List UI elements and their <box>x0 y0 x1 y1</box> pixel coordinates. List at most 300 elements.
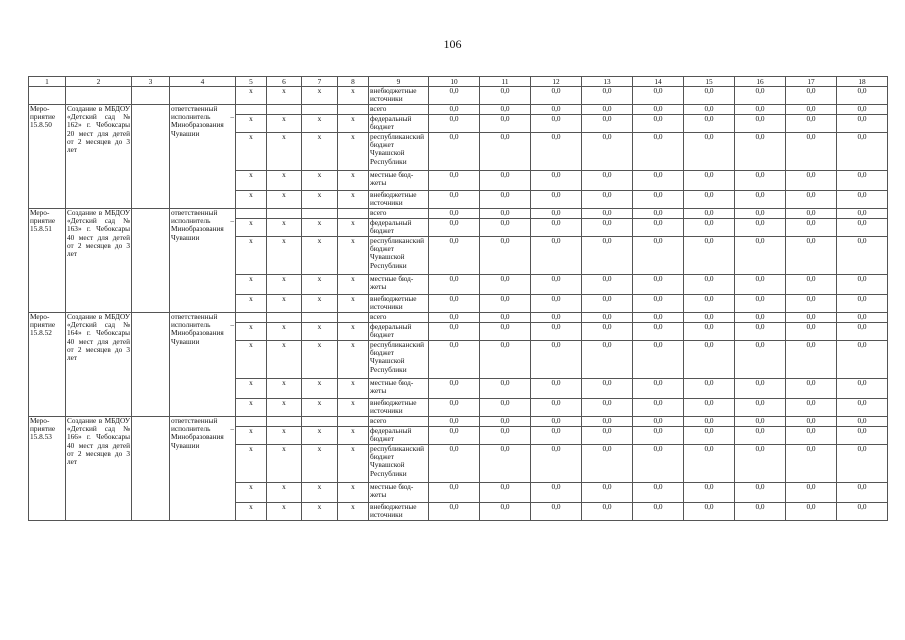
x-mark: x <box>267 171 302 191</box>
value-cell: 0,0 <box>582 115 633 133</box>
x-mark: x <box>236 323 267 341</box>
value-cell: 0,0 <box>480 445 531 483</box>
value-cell: 0,0 <box>531 341 582 379</box>
value-cell: 0,0 <box>633 87 684 105</box>
x-mark: x <box>267 275 302 295</box>
funding-source: всего <box>369 417 429 427</box>
value-cell: 0,0 <box>786 323 837 341</box>
value-cell: 0,0 <box>735 483 786 503</box>
value-cell: 0,0 <box>786 171 837 191</box>
funding-source: внебюджетные источники <box>369 503 429 521</box>
value-cell: 0,0 <box>531 417 582 427</box>
value-cell: 0,0 <box>837 379 888 399</box>
measure-name: Создание в МБДОУ «Детский сад № 166» г. Чебоксары 40 мест для детей от 2 месяцев до 3 лет <box>66 417 132 521</box>
value-cell: 0,0 <box>735 445 786 483</box>
value-cell: 0,0 <box>684 427 735 445</box>
value-cell: 0,0 <box>735 323 786 341</box>
value-cell: 0,0 <box>837 219 888 237</box>
value-cell: 0,0 <box>429 313 480 323</box>
value-cell: 0,0 <box>837 237 888 275</box>
value-cell: 0,0 <box>684 115 735 133</box>
column-header: 7 <box>302 77 338 87</box>
value-cell: 0,0 <box>837 275 888 295</box>
x-mark: x <box>267 295 302 313</box>
value-cell: 0,0 <box>582 313 633 323</box>
value-cell: 0,0 <box>633 275 684 295</box>
value-cell: 0,0 <box>429 191 480 209</box>
x-mark: x <box>302 295 338 313</box>
value-cell: 0,0 <box>786 399 837 417</box>
funding-source: местные бюджеты <box>369 275 429 295</box>
value-cell: 0,0 <box>837 399 888 417</box>
value-cell: 0,0 <box>429 87 480 105</box>
empty-cell <box>338 209 369 219</box>
value-cell: 0,0 <box>582 417 633 427</box>
x-mark: x <box>338 115 369 133</box>
x-mark: x <box>302 379 338 399</box>
value-cell: 0,0 <box>786 379 837 399</box>
x-mark: x <box>267 237 302 275</box>
value-cell: 0,0 <box>837 341 888 379</box>
x-mark: x <box>338 171 369 191</box>
value-cell: 0,0 <box>582 219 633 237</box>
column-header: 15 <box>684 77 735 87</box>
value-cell: 0,0 <box>531 379 582 399</box>
x-mark: x <box>338 341 369 379</box>
empty-cell <box>132 105 170 209</box>
value-cell: 0,0 <box>429 417 480 427</box>
budget-table <box>28 76 888 521</box>
x-mark: x <box>236 115 267 133</box>
value-cell: 0,0 <box>582 191 633 209</box>
value-cell: 0,0 <box>837 295 888 313</box>
value-cell: 0,0 <box>786 275 837 295</box>
value-cell: 0,0 <box>429 171 480 191</box>
x-mark: x <box>338 275 369 295</box>
value-cell: 0,0 <box>837 417 888 427</box>
funding-source: республиканский бюджет Чувашской Республики <box>369 445 429 483</box>
funding-source: республиканский бюджет Чувашской Республики <box>369 341 429 379</box>
value-cell: 0,0 <box>735 417 786 427</box>
x-mark: x <box>236 503 267 521</box>
value-cell: 0,0 <box>684 237 735 275</box>
value-cell: 0,0 <box>786 483 837 503</box>
funding-source: внебюджетные источники <box>369 87 429 105</box>
value-cell: 0,0 <box>480 503 531 521</box>
value-cell: 0,0 <box>531 275 582 295</box>
value-cell: 0,0 <box>735 105 786 115</box>
table-row <box>29 313 888 323</box>
value-cell: 0,0 <box>633 295 684 313</box>
value-cell: 0,0 <box>429 115 480 133</box>
value-cell: 0,0 <box>429 445 480 483</box>
funding-source: всего <box>369 105 429 115</box>
value-cell: 0,0 <box>429 237 480 275</box>
value-cell: 0,0 <box>633 379 684 399</box>
x-mark: x <box>267 483 302 503</box>
value-cell: 0,0 <box>633 427 684 445</box>
x-mark: x <box>302 427 338 445</box>
value-cell: 0,0 <box>531 483 582 503</box>
funding-source: республиканский бюджет Чувашской Республики <box>369 237 429 275</box>
x-mark: x <box>338 237 369 275</box>
value-cell: 0,0 <box>684 379 735 399</box>
value-cell: 0,0 <box>480 483 531 503</box>
value-cell: 0,0 <box>633 323 684 341</box>
value-cell: 0,0 <box>480 191 531 209</box>
value-cell: 0,0 <box>837 483 888 503</box>
value-cell: 0,0 <box>633 483 684 503</box>
column-header: 3 <box>132 77 170 87</box>
empty-cell <box>236 105 267 115</box>
value-cell: 0,0 <box>531 171 582 191</box>
value-cell: 0,0 <box>480 295 531 313</box>
x-mark: x <box>236 427 267 445</box>
funding-source: всего <box>369 313 429 323</box>
value-cell: 0,0 <box>684 313 735 323</box>
empty-cell <box>236 209 267 219</box>
value-cell: 0,0 <box>684 133 735 171</box>
empty-cell <box>338 417 369 427</box>
value-cell: 0,0 <box>684 219 735 237</box>
column-header: 16 <box>735 77 786 87</box>
value-cell: 0,0 <box>531 295 582 313</box>
x-mark: x <box>267 341 302 379</box>
value-cell: 0,0 <box>633 503 684 521</box>
column-header: 4 <box>170 77 236 87</box>
x-mark: x <box>302 399 338 417</box>
value-cell: 0,0 <box>582 323 633 341</box>
value-cell: 0,0 <box>786 313 837 323</box>
value-cell: 0,0 <box>480 105 531 115</box>
x-mark: x <box>267 115 302 133</box>
measure-code: Мероприятие 15.8.53 <box>29 417 66 521</box>
x-mark: x <box>236 399 267 417</box>
value-cell: 0,0 <box>684 483 735 503</box>
value-cell: 0,0 <box>582 341 633 379</box>
value-cell: 0,0 <box>735 399 786 417</box>
value-cell: 0,0 <box>429 503 480 521</box>
value-cell: 0,0 <box>480 417 531 427</box>
value-cell: 0,0 <box>480 171 531 191</box>
funding-source: внебюджетные источники <box>369 399 429 417</box>
value-cell: 0,0 <box>531 445 582 483</box>
x-mark: x <box>267 427 302 445</box>
value-cell: 0,0 <box>786 87 837 105</box>
value-cell: 0,0 <box>429 379 480 399</box>
x-mark: x <box>338 133 369 171</box>
funding-source: федеральный бюджет <box>369 219 429 237</box>
value-cell: 0,0 <box>429 275 480 295</box>
measure-executor: ответственный исполнитель – Минобразования Чувашии <box>170 417 236 521</box>
value-cell: 0,0 <box>786 445 837 483</box>
funding-source: местные бюджеты <box>369 171 429 191</box>
measure-executor: ответственный исполнитель – Минобразования Чувашии <box>170 209 236 313</box>
value-cell: 0,0 <box>633 115 684 133</box>
value-cell: 0,0 <box>837 313 888 323</box>
value-cell: 0,0 <box>786 105 837 115</box>
x-mark: x <box>267 399 302 417</box>
column-header: 2 <box>66 77 132 87</box>
value-cell: 0,0 <box>582 483 633 503</box>
value-cell: 0,0 <box>633 191 684 209</box>
value-cell: 0,0 <box>531 313 582 323</box>
value-cell: 0,0 <box>633 341 684 379</box>
x-mark: x <box>267 219 302 237</box>
empty-cell <box>132 209 170 313</box>
x-mark: x <box>338 219 369 237</box>
measure-name: Создание в МБДОУ «Детский сад № 164» г. Чебоксары 40 мест для детей от 2 месяцев до 3 лет <box>66 313 132 417</box>
x-mark: x <box>338 379 369 399</box>
value-cell: 0,0 <box>786 427 837 445</box>
value-cell: 0,0 <box>735 133 786 171</box>
empty-cell <box>236 417 267 427</box>
empty-cell <box>302 105 338 115</box>
value-cell: 0,0 <box>735 115 786 133</box>
column-header: 5 <box>236 77 267 87</box>
value-cell: 0,0 <box>684 323 735 341</box>
x-mark: x <box>302 275 338 295</box>
x-mark: x <box>302 237 338 275</box>
value-cell: 0,0 <box>429 105 480 115</box>
empty-cell <box>132 87 170 105</box>
value-cell: 0,0 <box>531 105 582 115</box>
value-cell: 0,0 <box>735 295 786 313</box>
column-header: 9 <box>369 77 429 87</box>
value-cell: 0,0 <box>582 237 633 275</box>
value-cell: 0,0 <box>633 399 684 417</box>
value-cell: 0,0 <box>837 171 888 191</box>
column-header: 11 <box>480 77 531 87</box>
x-mark: x <box>236 483 267 503</box>
x-mark: x <box>302 87 338 105</box>
value-cell: 0,0 <box>480 379 531 399</box>
measure-name: Создание в МБДОУ «Детский сад № 163» г. Чебоксары 40 мест для детей от 2 месяцев до 3 лет <box>66 209 132 313</box>
value-cell: 0,0 <box>735 503 786 521</box>
value-cell: 0,0 <box>480 275 531 295</box>
empty-cell <box>302 417 338 427</box>
empty-cell <box>302 209 338 219</box>
value-cell: 0,0 <box>633 417 684 427</box>
value-cell: 0,0 <box>582 105 633 115</box>
column-header: 17 <box>786 77 837 87</box>
value-cell: 0,0 <box>531 219 582 237</box>
value-cell: 0,0 <box>480 399 531 417</box>
value-cell: 0,0 <box>480 219 531 237</box>
value-cell: 0,0 <box>786 191 837 209</box>
value-cell: 0,0 <box>684 503 735 521</box>
value-cell: 0,0 <box>735 237 786 275</box>
page-number: 106 <box>443 37 462 51</box>
value-cell: 0,0 <box>480 115 531 133</box>
value-cell: 0,0 <box>633 133 684 171</box>
x-mark: x <box>302 341 338 379</box>
measure-code: Мероприятие 15.8.51 <box>29 209 66 313</box>
value-cell: 0,0 <box>582 399 633 417</box>
value-cell: 0,0 <box>531 503 582 521</box>
value-cell: 0,0 <box>684 87 735 105</box>
value-cell: 0,0 <box>837 191 888 209</box>
value-cell: 0,0 <box>837 87 888 105</box>
column-header: 6 <box>267 77 302 87</box>
x-mark: x <box>302 323 338 341</box>
column-header: 18 <box>837 77 888 87</box>
measure-executor: ответственный исполнитель – Минобразования Чувашии <box>170 313 236 417</box>
value-cell: 0,0 <box>684 209 735 219</box>
x-mark: x <box>267 323 302 341</box>
table-row <box>29 417 888 427</box>
value-cell: 0,0 <box>633 219 684 237</box>
value-cell: 0,0 <box>786 417 837 427</box>
empty-cell <box>267 417 302 427</box>
value-cell: 0,0 <box>735 191 786 209</box>
x-mark: x <box>236 295 267 313</box>
x-mark: x <box>338 295 369 313</box>
table-row <box>29 87 888 105</box>
measure-code: Мероприятие 15.8.52 <box>29 313 66 417</box>
value-cell: 0,0 <box>684 445 735 483</box>
value-cell: 0,0 <box>429 323 480 341</box>
measure-executor: ответственный исполнитель – Минобразования Чувашии <box>170 105 236 209</box>
value-cell: 0,0 <box>531 399 582 417</box>
x-mark: x <box>302 115 338 133</box>
value-cell: 0,0 <box>633 105 684 115</box>
funding-source: внебюджетные источники <box>369 191 429 209</box>
value-cell: 0,0 <box>837 105 888 115</box>
x-mark: x <box>302 171 338 191</box>
column-header: 1 <box>29 77 66 87</box>
value-cell: 0,0 <box>684 341 735 379</box>
x-mark: x <box>267 133 302 171</box>
value-cell: 0,0 <box>480 237 531 275</box>
funding-source: местные бюджеты <box>369 483 429 503</box>
value-cell: 0,0 <box>531 427 582 445</box>
empty-cell <box>338 105 369 115</box>
x-mark: x <box>267 379 302 399</box>
measure-code: Мероприятие 15.8.50 <box>29 105 66 209</box>
x-mark: x <box>302 503 338 521</box>
measure-name: Создание в МБДОУ «Детский сад № 162» г. Чебоксары 20 мест для детей от 2 месяцев до 3 лет <box>66 105 132 209</box>
x-mark: x <box>302 219 338 237</box>
value-cell: 0,0 <box>480 341 531 379</box>
funding-source: всего <box>369 209 429 219</box>
value-cell: 0,0 <box>684 295 735 313</box>
value-cell: 0,0 <box>735 341 786 379</box>
value-cell: 0,0 <box>480 313 531 323</box>
x-mark: x <box>236 87 267 105</box>
value-cell: 0,0 <box>480 209 531 219</box>
value-cell: 0,0 <box>531 323 582 341</box>
x-mark: x <box>338 191 369 209</box>
value-cell: 0,0 <box>480 427 531 445</box>
value-cell: 0,0 <box>837 427 888 445</box>
value-cell: 0,0 <box>531 191 582 209</box>
table-row <box>29 77 888 87</box>
value-cell: 0,0 <box>582 427 633 445</box>
funding-source: местные бюджеты <box>369 379 429 399</box>
x-mark: x <box>236 445 267 483</box>
value-cell: 0,0 <box>684 191 735 209</box>
value-cell: 0,0 <box>582 379 633 399</box>
value-cell: 0,0 <box>837 503 888 521</box>
funding-source: республиканский бюджет Чувашской Республики <box>369 133 429 171</box>
empty-cell <box>132 313 170 417</box>
x-mark: x <box>302 133 338 171</box>
value-cell: 0,0 <box>480 323 531 341</box>
value-cell: 0,0 <box>429 209 480 219</box>
empty-cell <box>338 313 369 323</box>
x-mark: x <box>338 323 369 341</box>
value-cell: 0,0 <box>582 209 633 219</box>
value-cell: 0,0 <box>531 237 582 275</box>
table-body <box>29 77 888 521</box>
x-mark: x <box>338 483 369 503</box>
value-cell: 0,0 <box>429 219 480 237</box>
x-mark: x <box>338 87 369 105</box>
value-cell: 0,0 <box>582 445 633 483</box>
x-mark: x <box>338 445 369 483</box>
value-cell: 0,0 <box>429 427 480 445</box>
empty-cell <box>29 87 66 105</box>
value-cell: 0,0 <box>684 105 735 115</box>
value-cell: 0,0 <box>786 209 837 219</box>
value-cell: 0,0 <box>837 445 888 483</box>
x-mark: x <box>236 237 267 275</box>
funding-source: внебюджетные источники <box>369 295 429 313</box>
value-cell: 0,0 <box>786 133 837 171</box>
funding-source: федеральный бюджет <box>369 323 429 341</box>
value-cell: 0,0 <box>735 275 786 295</box>
value-cell: 0,0 <box>531 87 582 105</box>
value-cell: 0,0 <box>837 209 888 219</box>
value-cell: 0,0 <box>429 483 480 503</box>
column-header: 8 <box>338 77 369 87</box>
empty-cell <box>267 105 302 115</box>
value-cell: 0,0 <box>480 87 531 105</box>
table-row <box>29 105 888 115</box>
value-cell: 0,0 <box>582 295 633 313</box>
x-mark: x <box>236 341 267 379</box>
x-mark: x <box>302 483 338 503</box>
value-cell: 0,0 <box>786 237 837 275</box>
value-cell: 0,0 <box>837 323 888 341</box>
value-cell: 0,0 <box>429 295 480 313</box>
empty-cell <box>66 87 132 105</box>
value-cell: 0,0 <box>633 237 684 275</box>
value-cell: 0,0 <box>684 399 735 417</box>
value-cell: 0,0 <box>837 115 888 133</box>
value-cell: 0,0 <box>735 219 786 237</box>
value-cell: 0,0 <box>786 115 837 133</box>
value-cell: 0,0 <box>684 417 735 427</box>
x-mark: x <box>338 503 369 521</box>
value-cell: 0,0 <box>582 503 633 521</box>
column-header: 10 <box>429 77 480 87</box>
empty-cell <box>236 313 267 323</box>
x-mark: x <box>267 445 302 483</box>
funding-source: федеральный бюджет <box>369 115 429 133</box>
value-cell: 0,0 <box>582 133 633 171</box>
x-mark: x <box>302 445 338 483</box>
value-cell: 0,0 <box>735 171 786 191</box>
empty-cell <box>302 313 338 323</box>
value-cell: 0,0 <box>735 209 786 219</box>
x-mark: x <box>302 191 338 209</box>
table-row <box>29 209 888 219</box>
x-mark: x <box>267 87 302 105</box>
value-cell: 0,0 <box>429 133 480 171</box>
x-mark: x <box>338 427 369 445</box>
